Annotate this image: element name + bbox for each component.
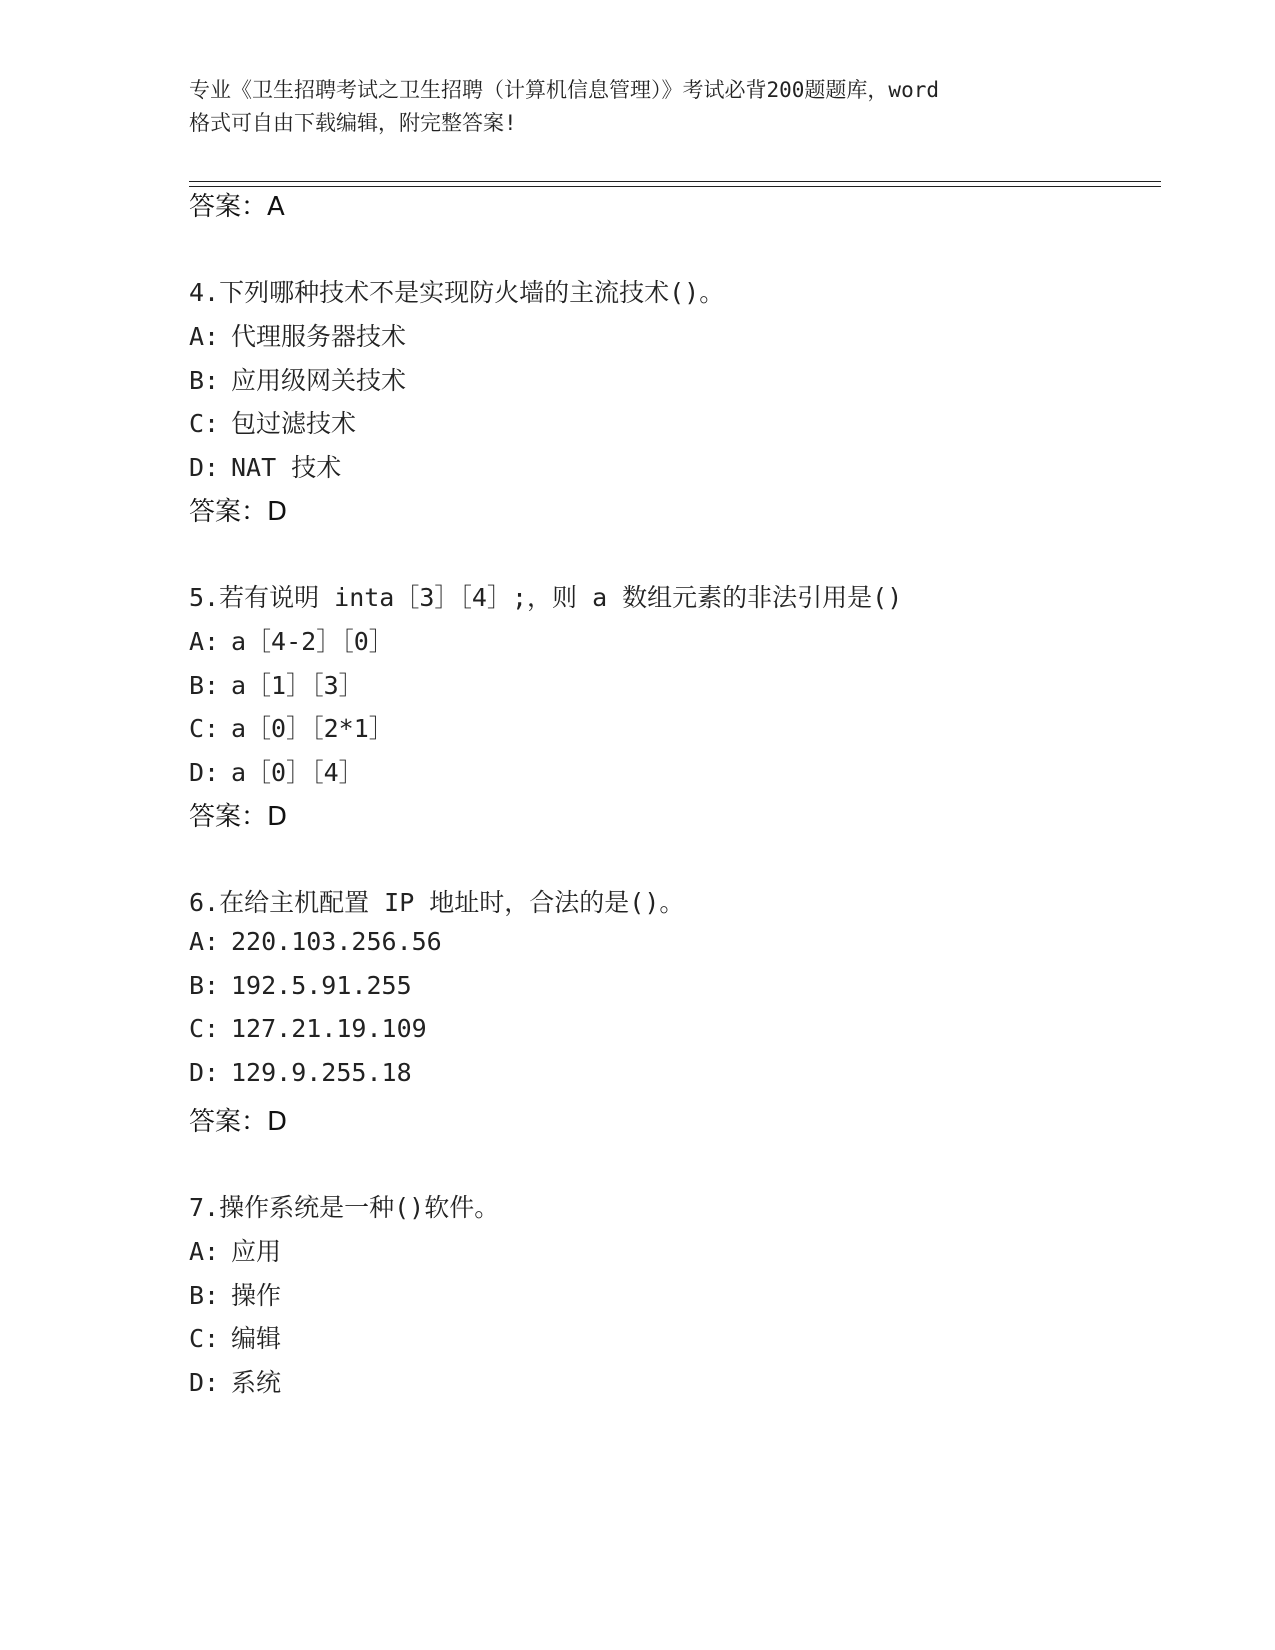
option-text: 编辑	[231, 1324, 282, 1353]
option-letter: D:	[189, 453, 220, 482]
option-letter: C:	[189, 1324, 220, 1353]
option-letter: D:	[189, 758, 220, 787]
option-letter: C:	[189, 1014, 220, 1043]
header-rule-top	[189, 181, 1161, 182]
header-title-line-2: 格式可自由下载编辑，附完整答案!	[189, 111, 517, 135]
option-text: NAT 技术	[231, 453, 342, 482]
option-letter: B:	[189, 971, 220, 1000]
question-6-option-a	[189, 927, 442, 956]
option-letter: B:	[189, 671, 220, 700]
option-text: 127.21.19.109	[231, 1014, 427, 1043]
option-text: 220.103.256.56	[231, 927, 442, 956]
question-5-stem: 5.若有说明 inta［3］［4］;，则 a 数组元素的非法引用是()	[189, 583, 903, 612]
option-letter: D:	[189, 1368, 220, 1397]
question-7-option-b	[189, 1276, 281, 1312]
question-4-option-d	[189, 448, 341, 484]
option-letter: B:	[189, 1281, 220, 1310]
option-text: 应用级网关技术	[231, 366, 407, 395]
question-7-option-a	[189, 1232, 281, 1268]
question-6-option-d	[189, 1058, 412, 1087]
option-text: 操作	[231, 1281, 282, 1310]
question-5-option-d	[189, 753, 364, 789]
option-text: 192.5.91.255	[231, 971, 412, 1000]
question-6-stem: 6.在给主机配置 IP 地址时，合法的是()。	[189, 888, 685, 917]
question-7-option-c	[189, 1319, 281, 1355]
option-letter: C:	[189, 409, 220, 438]
question-5-answer: 答案：D	[189, 802, 288, 832]
document-header	[189, 74, 1099, 140]
option-letter: A:	[189, 1237, 220, 1266]
previous-answer: 答案：A	[189, 192, 285, 222]
option-text: 应用	[231, 1237, 282, 1266]
option-letter: A:	[189, 927, 220, 956]
question-5-option-b	[189, 666, 364, 702]
question-5-option-c	[189, 709, 394, 745]
option-text: 代理服务器技术	[231, 322, 407, 351]
option-text: a［0］［4］	[231, 758, 364, 787]
question-4-option-c	[189, 404, 356, 440]
option-letter: C:	[189, 714, 220, 743]
option-text: a［0］［2*1］	[231, 714, 394, 743]
option-text: a［1］［3］	[231, 671, 364, 700]
question-4-answer: 答案：D	[189, 497, 288, 527]
option-text: 129.9.255.18	[231, 1058, 412, 1087]
option-letter: D:	[189, 1058, 220, 1087]
header-title-line-1: 专业《卫生招聘考试之卫生招聘（计算机信息管理）》考试必背200题题库，word	[189, 78, 939, 102]
option-letter: B:	[189, 366, 220, 395]
option-text: 系统	[231, 1368, 282, 1397]
option-text: a［4-2］［0］	[231, 627, 394, 656]
option-letter: A:	[189, 627, 220, 656]
question-6-answer: 答案：D	[189, 1107, 288, 1137]
question-4-option-b	[189, 361, 406, 397]
question-7-option-d	[189, 1363, 281, 1399]
question-6-option-c	[189, 1014, 427, 1043]
question-6-option-b	[189, 971, 412, 1000]
option-letter: A:	[189, 322, 220, 351]
question-5-option-a	[189, 622, 394, 658]
question-4-stem: 4.下列哪种技术不是实现防火墙的主流技术()。	[189, 278, 725, 307]
question-4-option-a	[189, 317, 406, 353]
header-rule-bottom	[189, 186, 1161, 187]
option-text: 包过滤技术	[231, 409, 357, 438]
question-7-stem: 7.操作系统是一种()软件。	[189, 1193, 500, 1222]
